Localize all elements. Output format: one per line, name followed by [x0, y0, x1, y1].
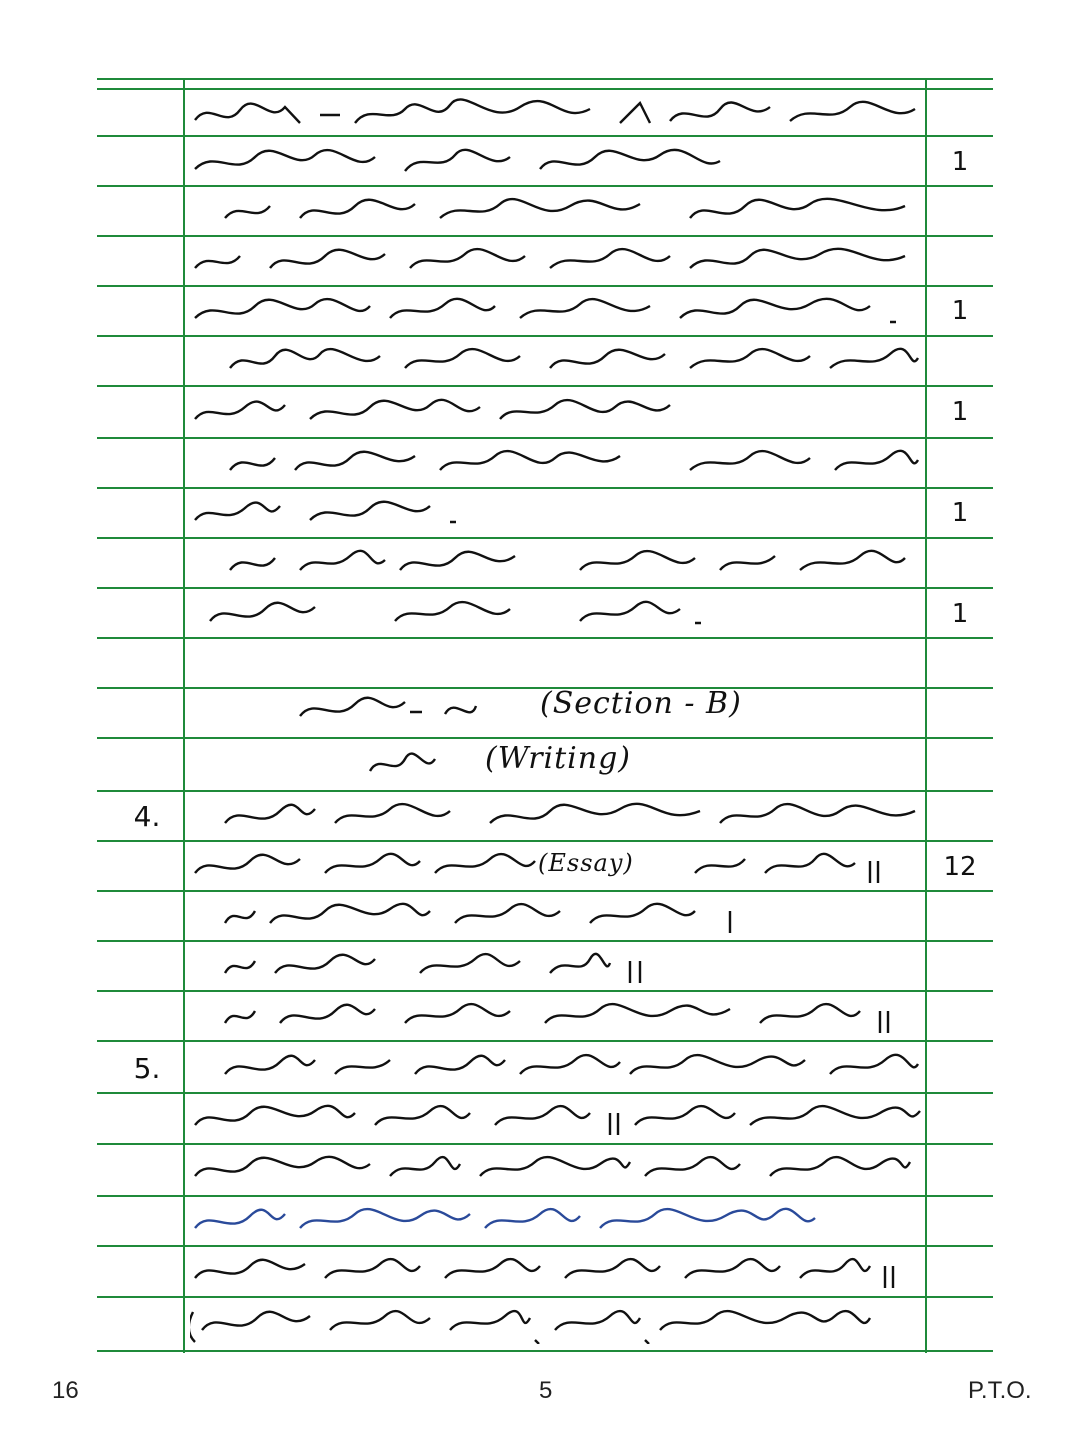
rule-line: [97, 285, 993, 287]
rule-line: [97, 537, 993, 539]
mark-value: 1: [951, 498, 969, 528]
handwritten-line: [190, 494, 925, 534]
rule-line: [97, 737, 993, 739]
question-number-5: 5.: [133, 1052, 161, 1085]
rule-line: [97, 235, 993, 237]
rule-line: [97, 487, 993, 489]
handwritten-line: [190, 1252, 925, 1292]
handwritten-line: [190, 95, 925, 135]
mark-value: 12: [943, 852, 977, 882]
left-margin-line: [183, 78, 185, 1353]
mark-value: 1: [951, 147, 969, 177]
rule-line: [97, 840, 993, 842]
section-heading-script: [295, 690, 425, 730]
mark-value: 1: [951, 296, 969, 326]
rule-line: [97, 1195, 993, 1197]
rule-line: [97, 637, 993, 639]
rule-line: [97, 1245, 993, 1247]
footer-code: 16: [52, 1377, 79, 1404]
mark-value: 1: [951, 397, 969, 427]
rule-line: [97, 587, 993, 589]
writing-heading-script: [365, 745, 440, 785]
essay-label: (Essay): [538, 849, 634, 877]
handwritten-line: [190, 797, 925, 837]
rule-line: [97, 1296, 993, 1298]
handwritten-line: [190, 292, 925, 332]
rule-line: [97, 135, 993, 137]
writing-label: (Writing): [485, 741, 632, 776]
handwritten-line: [190, 997, 925, 1037]
handwritten-line: [190, 897, 925, 937]
right-margin-line: [925, 78, 927, 1353]
rule-line: [97, 88, 993, 90]
handwritten-line: [190, 192, 925, 232]
rule-line: [97, 1092, 993, 1094]
rule-line: [97, 437, 993, 439]
section-label: (Section - B): [540, 686, 742, 721]
mark-value: 1: [951, 599, 969, 629]
handwritten-line: [190, 242, 925, 282]
handwritten-line: [190, 143, 925, 183]
handwritten-line: [190, 393, 925, 433]
rule-line: [97, 890, 993, 892]
rule-line: [97, 1040, 993, 1042]
section-heading-script: [440, 690, 480, 730]
rule-line: [97, 78, 993, 80]
handwritten-line: [190, 1304, 925, 1344]
rule-line: [97, 385, 993, 387]
rule-line: [97, 790, 993, 792]
handwritten-line: [190, 947, 925, 987]
rule-line: [97, 990, 993, 992]
please-turn-over: P.T.O.: [968, 1377, 1032, 1404]
handwritten-line: [190, 342, 925, 382]
rule-line: [97, 1143, 993, 1145]
handwritten-line: [190, 1202, 925, 1242]
handwritten-line: [190, 1150, 925, 1190]
page-number: 5: [539, 1377, 553, 1404]
handwritten-line: [190, 1099, 925, 1139]
rule-line: [97, 335, 993, 337]
handwritten-line: [190, 1048, 925, 1088]
handwritten-line: [190, 595, 925, 635]
rule-line: [97, 185, 993, 187]
question-number-4: 4.: [133, 800, 161, 833]
handwritten-line: [190, 544, 925, 584]
rule-line: [97, 940, 993, 942]
rule-line: [97, 1350, 993, 1352]
handwritten-line: [190, 444, 925, 484]
